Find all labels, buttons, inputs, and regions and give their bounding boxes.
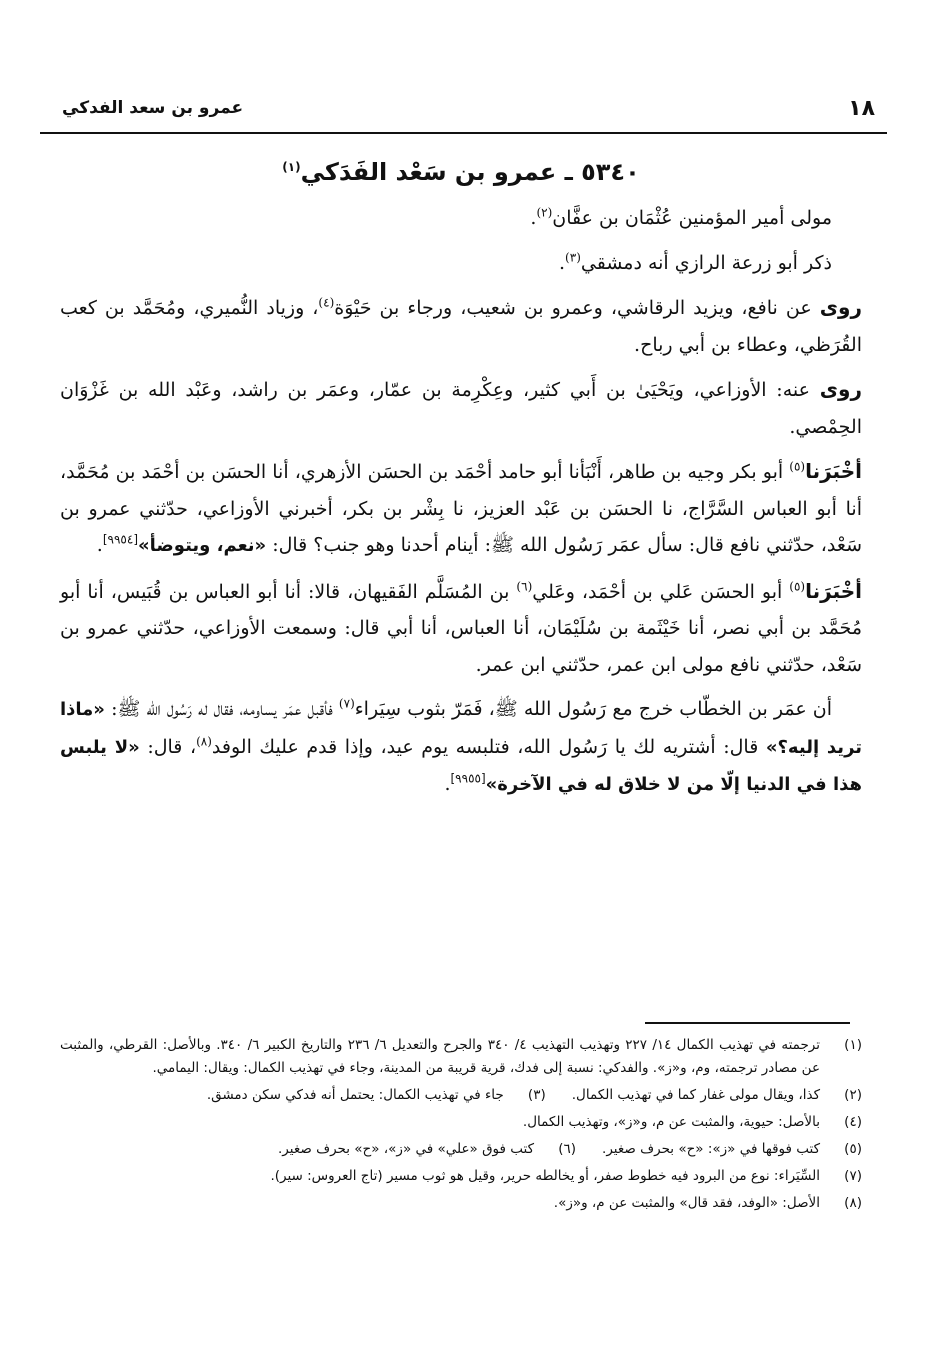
footnote-marker: (٤) (318, 295, 335, 310)
page-header (40, 92, 887, 134)
footnote-text: كتب فوقها في «ز»: «ح» بحرف صغير. (602, 1141, 820, 1157)
paragraph-text: ذكر أبو زرعة الرازي أنه دمشقي (580, 251, 832, 274)
paragraph-tail: . (530, 207, 537, 229)
entry-title (60, 150, 862, 194)
footnote-row (60, 1138, 862, 1161)
isnad-text: أبو بكر وجيه بن طاهر، أَنْبَأنا أبو حامد أحْمَد بن الحسَن الأزهري، أنا الحسَن بن أحْمَد بن مُحَمَّد، أنا أبو العباس السَّرَّاج، نا الحسَن بن عَبْد العزيز، نا بِشْر بن بكر، أخبرني الأوزاعي، حدّثني عمرو بن سَعْد، حدّثني نافع قال: سأل عمَر رَسُول الله ﷺ: أينام أحدنا وهو جنب؟ قال: (60, 461, 862, 556)
paragraph-isnad-2 (60, 573, 862, 684)
footnote (572, 1084, 862, 1107)
keyword-rawa: روى (819, 295, 862, 319)
isnad-text: بن المُسَلَّم الفَقيهان، قالا: أنا أبو العباس بن قُبَيس، أنا أبو مُحَمَّد بن أبي نصر، أنا خَيْثَمة بن سُلَيْمَان، أنا العباس، أنا أبي قال: وسمعت الأوزاعي، حدّثني عمرو بن سَعْد، حدّثني نافع مولى ابن عمر، حدّثني ابن عمر. (60, 580, 862, 676)
footnote (60, 1192, 862, 1215)
footnote-number: (١) (844, 1037, 862, 1053)
footnote-text: الأصل: «الوفد، فقد قال» والمثبت عن م، و«ز». (553, 1195, 820, 1211)
footnote-number: (٢) (844, 1087, 862, 1103)
footnote (602, 1138, 862, 1161)
footnote-number: (٦) (558, 1141, 577, 1157)
paragraph-hadith-2 (60, 691, 862, 804)
footnote (60, 1034, 862, 1080)
entry-title-text: ٥٣٤٠ ـ عمرو بن سَعْد الفَدَكي (300, 158, 640, 186)
hadith-quote: «لا يلبس هذا في الدنيا إلّا من لا خلاق له في الآخرة» (60, 736, 862, 795)
keyword-akhbarana: أخْبَرَنا (805, 578, 863, 603)
running-title: عمرو بن سعد الفدكي (62, 98, 244, 118)
hadith-text: فأقبل عمَر يساومه، فقال له رَسُول الله ﷺ: (111, 698, 333, 720)
footnote-marker: (١) (282, 160, 301, 174)
hadith-text: قال: أشتريه لك يا رَسُول الله، فتلبسه يوم عيد، وإذا قدم عليك الوفد (211, 735, 759, 758)
page-number: ١٨ (848, 96, 875, 121)
paragraph-patron (60, 200, 862, 237)
paragraph-narrated-from (60, 289, 862, 363)
footnote (207, 1084, 546, 1107)
paragraph-tail: . (444, 773, 451, 795)
footnote-number: (٣) (527, 1087, 546, 1103)
paragraph-isnad-1 (60, 453, 862, 565)
footnote-number: (٤) (844, 1114, 862, 1130)
hadith-quote: «نعم، ويتوضأ» (138, 535, 267, 556)
footnote-marker: (٦) (516, 579, 533, 594)
paragraph-tail: . (559, 251, 566, 274)
footnote (60, 1165, 862, 1188)
footnote-text: كذا، ويقال مولى غفار كما في تهذيب الكمال. (571, 1087, 820, 1103)
footnote (60, 1111, 862, 1134)
isnad-text: أبو الحسَن عَلي بن أحْمَد، وعَلي (532, 580, 783, 603)
footnote (278, 1138, 576, 1161)
paragraph-text: عن نافع، ويزيد الرقاشي، وعمرو بن شعيب، ورجاء بن حَيْوَة (334, 297, 812, 319)
footnote-marker: (٧) (338, 696, 355, 711)
keyword-rawa: روى (819, 377, 862, 401)
paragraph-text: عنه: الأوزاعي، ويَحْيَىٰ بن أَبي كثير، وعِكْرِمة بن عمّار، وعمَر بن راشد، وعَبْد الله بن غَزْوَان الحِمْصي. (60, 379, 862, 438)
footnote-number: (٥) (844, 1141, 862, 1157)
footnote-divider (645, 1022, 850, 1024)
paragraph-tail: ، وزياد النُّميري، ومُحَمَّد بن كعب القُرَظي، وعطاء بن أبي رباح. (60, 297, 862, 356)
footnote-row (60, 1084, 862, 1107)
main-text (60, 150, 862, 812)
footnote-marker: (٨) (196, 734, 212, 749)
footnote-marker: (٣) (565, 250, 581, 265)
hadith-text: ، قال: (147, 735, 197, 758)
hadith-quote: «ماذا تريد إليه؟» (60, 699, 863, 758)
footnote-number: (٧) (844, 1168, 862, 1184)
paragraph-origin (60, 245, 862, 282)
footnote-marker: (٥) (789, 579, 806, 594)
footnote-text: ترجمته في تهذيب الكمال ١٤/ ٢٢٧ وتهذيب التهذيب ٤/ ٣٤٠ والجرح والتعديل ٦/ ٢٣٦ والتاريخ الكبير ٦/ ٣٤٠. وبالأصل: القرطي، والمثبت عن مصادر ترجمته، وم، و«ز». والفدكي: نسبة إلى فدك، قرية قريبة من المدينة، وجاء في تهذيب الكمال: ويقال: اليمامي. (60, 1037, 821, 1076)
paragraph-tail: . (96, 534, 103, 556)
footnote-marker: (٥) (789, 459, 806, 474)
hadith-number: [٩٩٥٥] (450, 771, 486, 786)
footnotes (60, 1034, 862, 1219)
footnote-marker: (٢) (536, 205, 553, 220)
footnote-text: بالأصل: حيوية، والمثبت عن م، و«ز»، وتهذيب الكمال. (522, 1114, 820, 1130)
footnote-text: جاء في تهذيب الكمال: يحتمل أنه فدكي سكن دمشق. (206, 1087, 504, 1103)
paragraph-text: مولى أمير المؤمنين عُثْمَان بن عفَّان (552, 207, 832, 229)
footnote-text: كتب فوق «علي» في «ز»، «ح» بحرف صغير. (278, 1141, 535, 1157)
keyword-akhbarana: أخْبَرَنا (805, 459, 862, 483)
hadith-number: [٩٩٥٤] (102, 532, 138, 547)
paragraph-narrated-by (60, 371, 862, 445)
footnote-number: (٨) (844, 1195, 862, 1211)
footnote-text: السِّيَراء: نوع من البرود فيه خطوط صفر، أو يخالطه حرير، وقيل هو ثوب مسير (تاج العروس: سير). (270, 1168, 820, 1184)
hadith-text: أن عمَر بن الخطّاب خرج مع رَسُول الله ﷺ، فَمَرّ بثوب سِيَراء (354, 698, 832, 720)
